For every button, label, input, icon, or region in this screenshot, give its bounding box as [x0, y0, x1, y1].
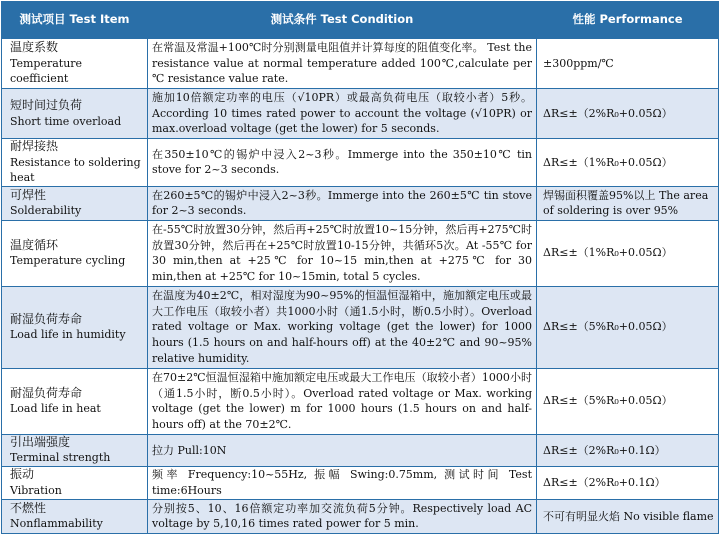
item-cell	[2, 466, 148, 499]
header-performance: 性能 Performance	[537, 2, 719, 39]
item-name-zh: 振动	[10, 467, 35, 482]
condition-cell: 在350±10℃的锡炉中浸入2~3秒。Immerge into the 350±10℃ tin stove for 2~3 seconds.	[148, 139, 537, 187]
condition-cell: 分别按5、10、16倍额定功率加交流负荷5分钟。Respectively load AC voltage by 5,10,16 times rated power for 5 min.	[148, 499, 537, 533]
condition-cell: 拉力 Pull:10N	[148, 434, 537, 466]
performance-cell: ΔR≤±（2%R₀+0.1Ω）	[537, 466, 719, 499]
performance-cell: ΔR≤±（2%R₀+0.05Ω）	[537, 89, 719, 139]
item-name-en: Terminal strength	[10, 451, 111, 465]
item-cell	[2, 220, 148, 286]
item-name-en: Nonflammability	[10, 517, 103, 531]
item-cell	[2, 434, 148, 466]
header-test-item: 测试项目 Test Item	[2, 2, 148, 39]
performance-cell: ±300ppm/℃	[537, 39, 719, 89]
test-spec-table	[1, 1, 719, 534]
table-row	[2, 466, 719, 499]
item-name-zh: 耐焊接热	[10, 139, 59, 153]
item-cell	[2, 39, 148, 89]
item-name-en: Short time overload	[10, 114, 122, 128]
performance-cell: 不可有明显火焰 No visible flame	[537, 499, 719, 533]
item-name-zh: 温度循环	[10, 237, 59, 252]
item-name-zh: 短时间过负荷	[10, 97, 83, 112]
item-name-zh: 耐湿负荷寿命	[10, 385, 83, 400]
table-row	[2, 220, 719, 286]
performance-cell: ΔR≤±（5%R₀+0.05Ω）	[537, 368, 719, 434]
item-name-zh: 引出端强度	[10, 434, 71, 449]
item-name-en: Solderability	[10, 204, 82, 218]
item-name-en: Load life in humidity	[10, 328, 126, 342]
item-name-zh: 耐湿负荷寿命	[10, 311, 83, 326]
item-name-zh: 温度系数	[10, 40, 59, 55]
item-name-en: Vibration	[10, 483, 62, 497]
table-row	[2, 139, 719, 187]
item-cell	[2, 89, 148, 139]
condition-cell: 在常温及常温+100℃时分别测量电阻值并计算每度的阻值变化率。 Test the resistance value at normal temperature added 100℃,calculate per ℃ resistance value rate.	[148, 39, 537, 89]
performance-cell: 焊锡面积覆盖95%以上 The area of soldering is over 95%	[537, 186, 719, 220]
condition-cell: 频率 Frequency:10~55Hz, 振幅 Swing:0.75mm, 测试时间 Test time:6Hours	[148, 466, 537, 499]
item-name-zh: 可焊性	[10, 187, 47, 202]
table-row	[2, 499, 719, 533]
condition-cell: 在70±2℃恒温恒湿箱中施加额定电压或最大工作电压（取较小者）1000小时（通1.5小时，断0.5小时）。Overload rated voltage or Max. working voltage (get the lower) m for 1000 hours (1.5 hours on and half-hours off) at the 70±2℃.	[148, 368, 537, 434]
item-name-en: Load life in heat	[10, 402, 101, 416]
condition-cell: 在260±5℃的锡炉中浸入2~3秒。Immerge into the 260±5℃ tin stove for 2~3 seconds.	[148, 186, 537, 220]
performance-cell: ΔR≤±（2%R₀+0.1Ω）	[537, 434, 719, 466]
table-row	[2, 39, 719, 89]
item-cell	[2, 368, 148, 434]
table-row	[2, 368, 719, 434]
table-header-row	[2, 2, 719, 39]
performance-cell: ΔR≤±（1%R₀+0.05Ω）	[537, 139, 719, 187]
item-name-en: Resistance to soldering heat	[10, 155, 141, 185]
item-name-en: Temperature cycling	[10, 254, 126, 268]
header-test-condition: 测试条件 Test Condition	[148, 2, 537, 39]
item-cell	[2, 186, 148, 220]
condition-cell: 在温度为40±2℃，相对湿度为90~95%的恒温恒湿箱中，施加额定电压或最大工作电压（取较小者）共1000小时（通1.5小时，断0.5小时）。Overload rated voltage or Max. working voltage (get the lower) for 1000 hours (1.5 hours on and half-hours off) at the 40±2℃ and 90~95% relative humidity.	[148, 286, 537, 368]
item-cell	[2, 499, 148, 533]
item-name-en: Temperature coefficient	[10, 56, 83, 86]
performance-cell: ΔR≤±（5%R₀+0.05Ω）	[537, 286, 719, 368]
performance-cell: ΔR≤±（1%R₀+0.05Ω）	[537, 220, 719, 286]
item-cell	[2, 286, 148, 368]
table-row	[2, 89, 719, 139]
item-name-zh: 不燃性	[10, 500, 47, 515]
table-row	[2, 434, 719, 466]
condition-cell: 在-55℃时放置30分钟，然后再+25℃时放置10~15分钟，然后再+275℃时放置30分钟，然后再在+25℃时放置10-15分钟，共循环5次。At -55℃ for 30 min,then at +25℃ for 10~15 min,then at +275℃ for 30 min,then at +25℃ for 10~15min, total 5 cycles.	[148, 220, 537, 286]
item-cell	[2, 139, 148, 187]
condition-cell: 施加10倍额定功率的电压（√10PR）或最高负荷电压（取较小者）5秒。According 10 times rated power to account the voltage (√10PR) or max.overload voltage (get the lower) for 5 seconds.	[148, 89, 537, 139]
table-row	[2, 186, 719, 220]
table-row	[2, 286, 719, 368]
